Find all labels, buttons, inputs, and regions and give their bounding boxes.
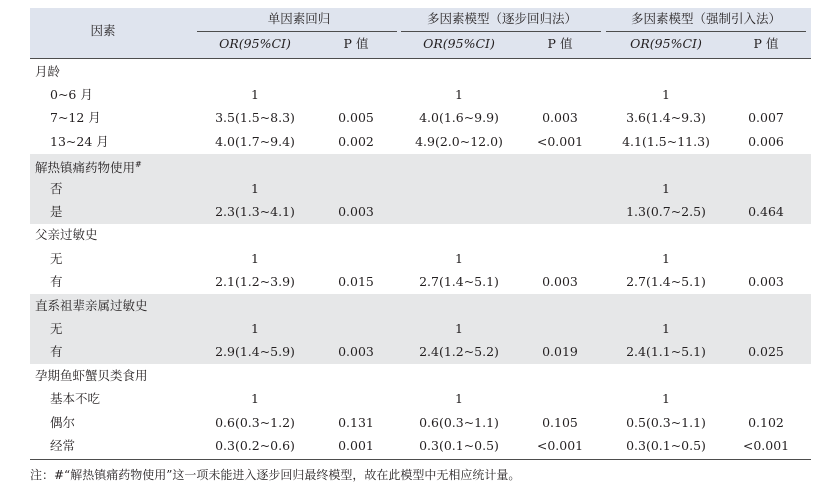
cell-s-p: 0.105: [542, 414, 578, 430]
cell-u-or: 0.6(0.3~1.2): [215, 414, 295, 430]
header-subrule-2: [401, 31, 601, 32]
cell-s-or: 0.6(0.3~1.1): [419, 414, 499, 430]
cell-s-or: 4.0(1.6~9.9): [419, 110, 499, 126]
cell-u-p: 0.003: [338, 203, 374, 219]
section-label: [35, 226, 98, 244]
cell-f-or: 0.5(0.3~1.1): [626, 414, 706, 430]
cell-u-p: 0.005: [338, 110, 374, 126]
row-label: [50, 250, 63, 268]
cell-f-p: <0.001: [742, 437, 790, 453]
row-label: [50, 109, 101, 127]
header-forced: 多因素模型（强制引入法）: [630, 11, 782, 26]
row-label: [50, 437, 75, 455]
header-or-3: OR(95%CI): [630, 36, 702, 51]
row-label-text: 7~12 月: [50, 110, 101, 126]
cell-u-or: 1: [251, 180, 259, 196]
cell-f-or: 2.4(1.1~5.1): [626, 344, 706, 360]
cell-u-or: 1: [251, 250, 259, 266]
cell-f-or: 1: [662, 180, 670, 196]
cell-u-or: 1: [251, 391, 259, 407]
row-label-text: 孕期鱼虾蟹贝类食用: [35, 367, 148, 383]
row-label-text: 解热镇痛药物使用: [35, 160, 136, 176]
row-label: [50, 133, 109, 151]
row-label-text: 是: [50, 203, 63, 219]
row-label-text: 否: [50, 180, 63, 196]
section-label: [35, 63, 60, 81]
cell-s-p: <0.001: [536, 437, 584, 453]
table-bottom-rule: [30, 459, 811, 460]
cell-f-or: 0.3(0.1~0.5): [626, 437, 706, 453]
cell-f-or: 1: [662, 86, 670, 102]
cell-f-or: 3.6(1.4~9.3): [626, 110, 706, 126]
row-label: [50, 180, 63, 198]
cell-f-or: 1.3(0.7~2.5): [626, 203, 706, 219]
header-univariate: 单因素回归: [267, 11, 331, 26]
row-label-text: 无: [50, 250, 63, 266]
header-bottom-rule: [30, 58, 811, 59]
row-label: [50, 343, 63, 361]
header-subrule-1: [197, 31, 397, 32]
row-label-text: 有: [50, 344, 63, 360]
header-p-2: P 值: [547, 36, 573, 51]
cell-f-p: 0.025: [748, 344, 784, 360]
header-p-1: P 值: [343, 36, 369, 51]
cell-s-p: 0.019: [542, 344, 578, 360]
cell-s-or: 0.3(0.1~0.5): [419, 437, 499, 453]
cell-s-p: <0.001: [536, 133, 584, 149]
cell-u-or: 1: [251, 86, 259, 102]
cell-f-p: 0.007: [748, 110, 784, 126]
section-label: [35, 156, 142, 177]
row-label: [50, 390, 100, 408]
header-subrule-3: [606, 31, 806, 32]
cell-f-or: 1: [662, 320, 670, 336]
row-label: [50, 414, 75, 432]
row-label-text: 直系祖辈亲属过敏史: [35, 297, 148, 313]
cell-f-p: 0.003: [748, 274, 784, 290]
cell-s-or: 2.7(1.4~5.1): [419, 274, 499, 290]
cell-u-p: 0.001: [338, 437, 374, 453]
header-stepwise: 多因素模型（逐步回归法）: [426, 11, 578, 26]
cell-u-or: 2.3(1.3~4.1): [215, 203, 295, 219]
row-label: [50, 86, 93, 104]
cell-u-or: 4.0(1.7~9.4): [215, 133, 295, 149]
cell-s-p: 0.003: [542, 274, 578, 290]
row-label-text: 0~6 月: [50, 86, 93, 102]
row-label-text: 13~24 月: [50, 133, 109, 149]
row-label: [50, 320, 63, 338]
cell-u-or: 1: [251, 320, 259, 336]
cell-s-or: 1: [455, 320, 463, 336]
table-note: 注：#“解热镇痛药物使用”这一项未能进入逐步回归最终模型，故在此模型中无相应统计量。: [30, 468, 521, 482]
cell-f-or: 2.7(1.4~5.1): [626, 274, 706, 290]
row-label-text: 无: [50, 320, 63, 336]
footnote-marker: #: [135, 160, 142, 170]
header-p-3: P 值: [753, 36, 779, 51]
cell-u-p: 0.003: [338, 344, 374, 360]
cell-f-p: 0.102: [748, 414, 784, 430]
cell-s-or: 4.9(2.0~12.0): [415, 133, 503, 149]
cell-s-or: 1: [455, 391, 463, 407]
row-label-text: 有: [50, 274, 63, 290]
cell-s-or: 1: [455, 250, 463, 266]
cell-f-or: 1: [662, 391, 670, 407]
row-label-text: 父亲过敏史: [35, 227, 98, 243]
cell-s-or: 2.4(1.2~5.2): [419, 344, 499, 360]
header-factor: 因素: [90, 23, 116, 38]
row-label-text: 基本不吃: [50, 391, 101, 407]
row-label: [50, 203, 63, 221]
cell-f-p: 0.464: [748, 203, 784, 219]
cell-u-p: 0.131: [338, 414, 374, 430]
cell-f-or: 4.1(1.5~11.3): [622, 133, 710, 149]
row-label: [50, 273, 63, 291]
cell-u-or: 0.3(0.2~0.6): [215, 437, 295, 453]
cell-u-p: 0.002: [338, 133, 374, 149]
row-label-text: 经常: [50, 437, 76, 453]
header-or-2: OR(95%CI): [423, 36, 495, 51]
cell-f-p: 0.006: [748, 133, 784, 149]
cell-u-or: 2.1(1.2~3.9): [215, 274, 295, 290]
section-label: [35, 367, 148, 385]
cell-u-or: 2.9(1.4~5.9): [215, 344, 295, 360]
row-label-text: 偶尔: [50, 414, 76, 430]
header-or-1: OR(95%CI): [219, 36, 291, 51]
cell-u-or: 3.5(1.5~8.3): [215, 110, 295, 126]
section-label: [35, 297, 148, 315]
cell-s-p: 0.003: [542, 110, 578, 126]
row-label-text: 月龄: [35, 63, 61, 79]
cell-s-or: 1: [455, 86, 463, 102]
cell-f-or: 1: [662, 250, 670, 266]
cell-u-p: 0.015: [338, 274, 374, 290]
